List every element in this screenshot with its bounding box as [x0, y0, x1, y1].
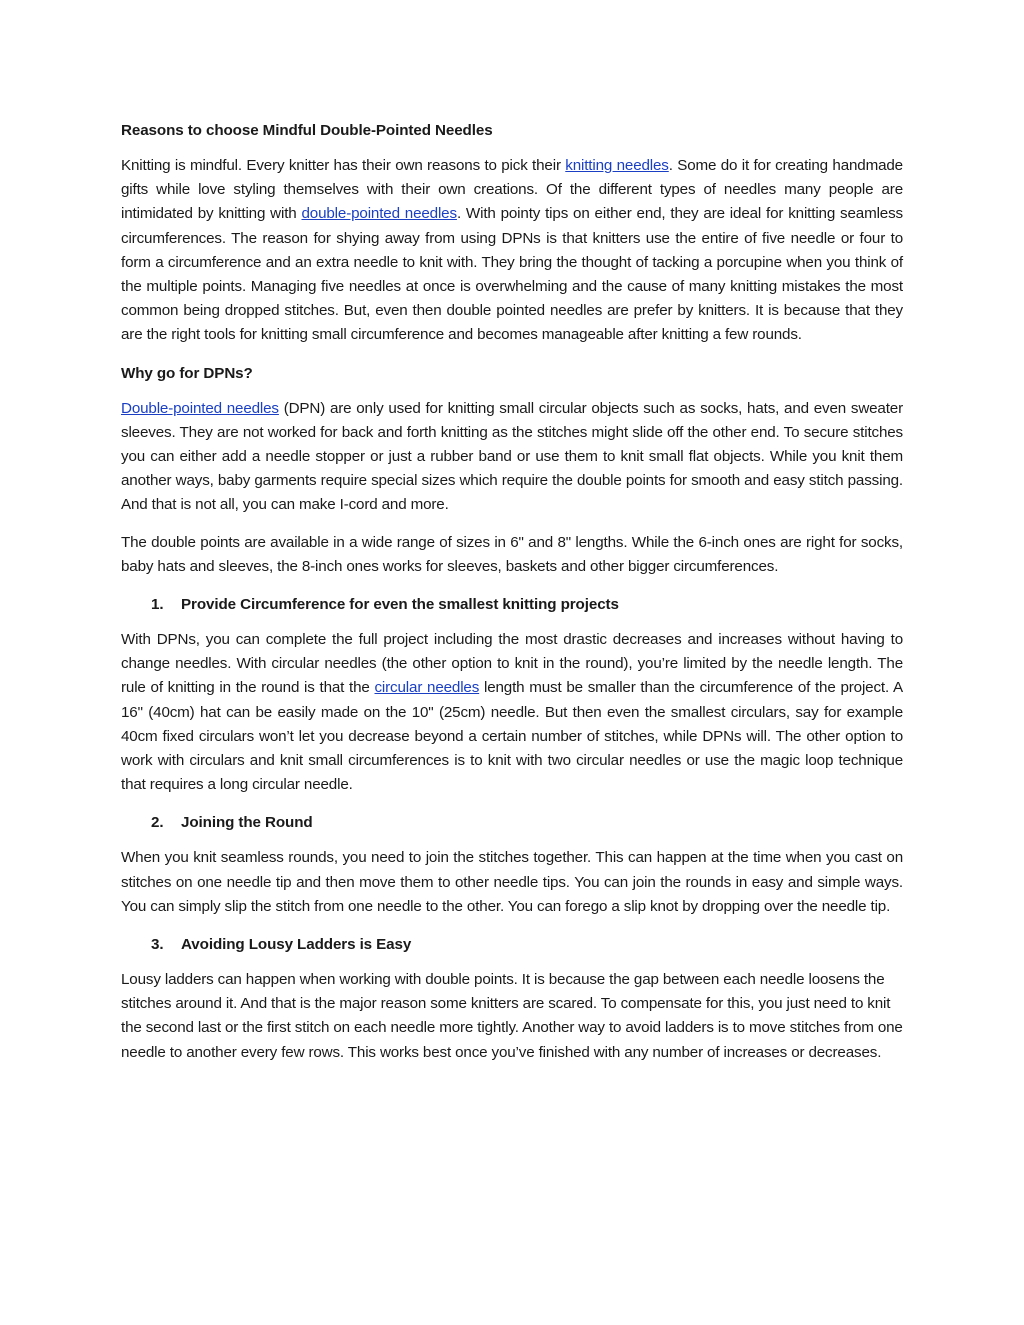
paragraph-intro [121, 154, 903, 348]
paragraph-joining: When you knit seamless rounds, you need to join the stitches together. This can happen at the time when you cast on stitches on one needle tip and then move them to other needle tips. You can join the rounds in easy and simple ways. You can simply slip the stitch from one needle to the other. You can forego a slip knot by dropping over the needle tip. [121, 849, 903, 915]
section-heading-reasons: Reasons to choose Mindful Double-Pointed Needles [121, 122, 493, 139]
link-double-pointed-needles-2[interactable]: Double-pointed needles [121, 399, 279, 417]
numbered-heading-1 [151, 592, 903, 618]
numbered-heading-3 [151, 932, 903, 958]
paragraph-ladders: Lousy ladders can happen when working with double points. It is because the gap between each needle loosens the stitches around it. And that is the major reason some knitters are scared. To compensate for this, you just need to knit the second last or the first stitch on each needle more tightly. Another way to avoid ladders is to move stitches from one needle to another every few rows. This works best once you’ve finished with any number of increases or decreases. [121, 971, 903, 1061]
paragraph-why-dpns [121, 397, 903, 518]
numbered-heading-text: Avoiding Lousy Ladders is Easy [181, 936, 412, 954]
text-span: . Some do it for creating handmade gifts while love styling themselves with their own creations. Of the different types of needles many people are intimidated by knitting with [121, 157, 903, 223]
link-double-pointed-needles[interactable]: double-pointed needles [301, 205, 457, 223]
numbered-heading-text: Provide Circumference for even the smallest knitting projects [181, 596, 619, 614]
document-page [121, 118, 903, 1078]
text-span: With DPNs, you can complete the full project including the most drastic decreases and increases without having to change needles. With circular needles (the other option to knit in the round), you’re limited by the needle length. The rule of knitting in the round is that the [121, 631, 903, 697]
section-heading-why-dpns: Why go for DPNs? [121, 364, 253, 382]
paragraph-circumference [121, 628, 903, 797]
text-span: Knitting is mindful. Every knitter has their own reasons to pick their [121, 157, 566, 174]
list-number: 3. [151, 936, 164, 954]
list-number: 1. [151, 596, 164, 614]
text-span: (DPN) are only used for knitting small circular objects such as socks, hats, and even sweater sleeves. They are not worked for back and forth knitting as the stitches might slide off the other end. To secure stitches you can either add a needle stopper or just a rubber band or use them to knit small flat objects. While you knit them another ways, baby garments require special sizes which require the double points for smooth and easy stitch passing. And that is not all, you can make I-cord and more. [121, 399, 904, 514]
paragraph-sizes: The double points are available in a wide range of sizes in 6" and 8" lengths. While the 6-inch ones are right for socks, baby hats and sleeves, the 8-inch ones works for sleeves, baskets and other bigger circumferences. [121, 533, 903, 575]
numbered-heading-text: Joining the Round [181, 814, 313, 832]
numbered-heading-2 [151, 810, 903, 836]
list-number: 2. [151, 814, 164, 832]
text-span: length must be smaller than the circumference of the project. A 16" (40cm) hat can be easily made on the 10" (25cm) needle. But then even the smallest circulars, say for example 40cm fixed circulars won’t let you decrease beyond a certain number of stitches, while DPNs will. The other option to work with circulars and knit small circumferences is to knit with two circular needles or use the magic loop technique that requires a long circular needle. [121, 679, 903, 794]
link-circular-needles[interactable]: circular needles [374, 679, 480, 697]
link-knitting-needles[interactable]: knitting needles [565, 157, 669, 174]
text-span: . With pointy tips on either end, they are ideal for knitting seamless circumferences. The reason for shying away from using DPNs is that knitters use the entire of five needle or four to form a circumference and an extra needle to knit with. They bring the thought of tacking a porcupine when you think of the multiple points. Managing five needles at once is overwhelming and the cause of many knitting mistakes the most common being dropped stitches. But, even then double pointed needles are prefer by knitters. It is because that they are the right tools for knitting small circumference and becomes manageable after knitting a few rounds. [121, 205, 903, 344]
